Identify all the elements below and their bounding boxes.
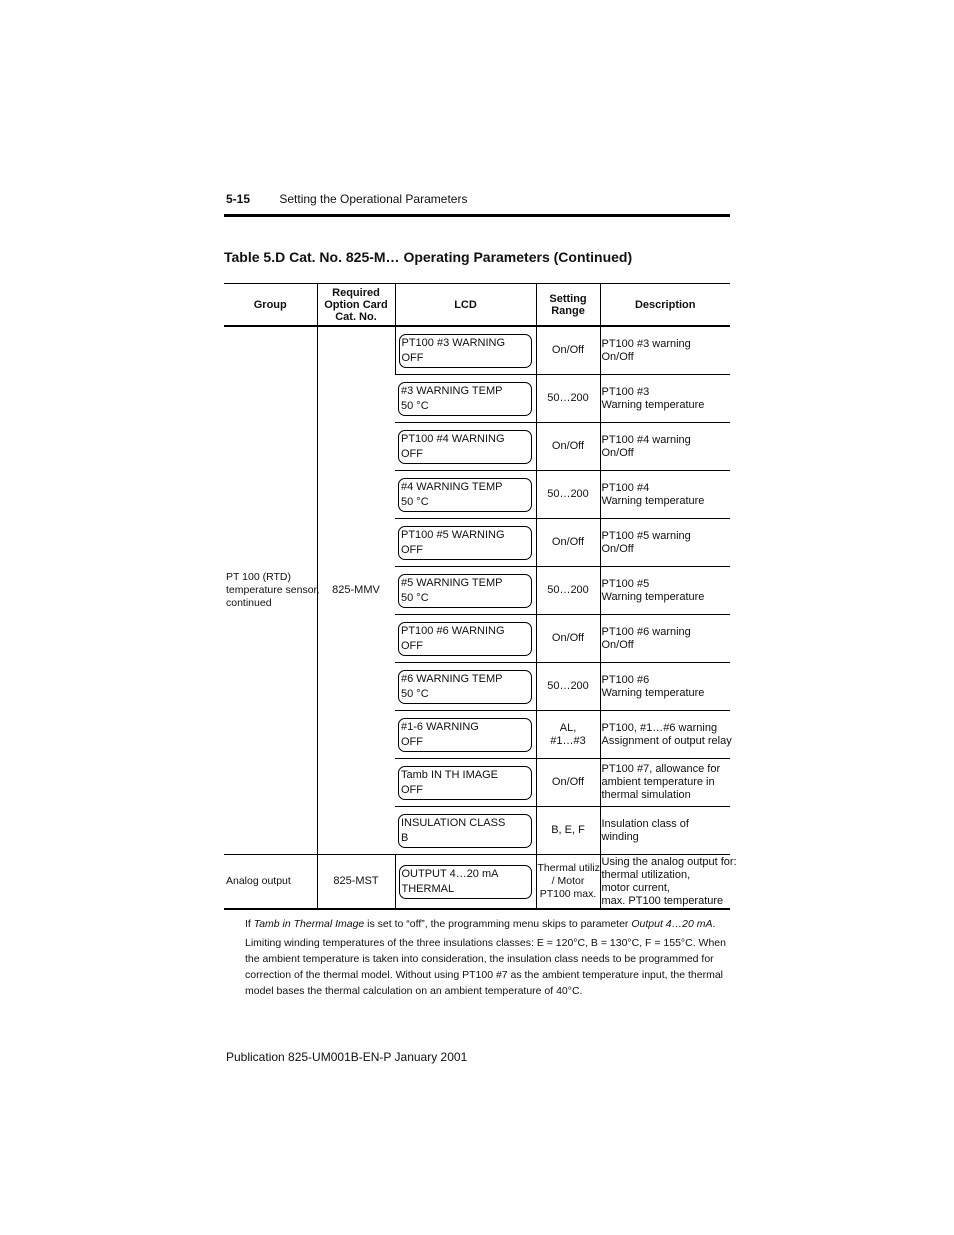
setting-range-cell: Thermal utiliz / Motor PT100 max. xyxy=(536,855,600,910)
column-header-setting-range: Setting Range xyxy=(536,284,600,327)
table-row xyxy=(224,326,730,375)
description-cell: PT100 #4 warning On/Off xyxy=(600,423,730,471)
setting-range-cell: AL, #1…#3 xyxy=(536,711,600,759)
description-cell: PT100 #5 Warning temperature xyxy=(600,567,730,615)
operating-parameters-table xyxy=(224,283,737,910)
lcd-display: #3 WARNING TEMP 50 °C xyxy=(398,382,532,416)
description-cell: PT100 #6 warning On/Off xyxy=(600,615,730,663)
description-cell: Using the analog output for: thermal utilization, motor current, max. PT100 temperature xyxy=(600,855,730,910)
group-cell: Analog output xyxy=(224,855,317,910)
option-card-cell: 825-MST xyxy=(317,855,395,910)
column-header-group: Group xyxy=(224,284,317,327)
setting-range-cell: On/Off xyxy=(536,423,600,471)
group-cell: PT 100 (RTD) temperature sensor, continued xyxy=(224,326,317,855)
description-cell: PT100 #5 warning On/Off xyxy=(600,519,730,567)
lcd-display: #4 WARNING TEMP 50 °C xyxy=(398,478,532,512)
description-cell: PT100 #3 warning On/Off xyxy=(600,326,730,375)
description-cell: PT100 #3 Warning temperature xyxy=(600,375,730,423)
lcd-display: PT100 #4 WARNING OFF xyxy=(398,430,532,464)
setting-range-cell: 50…200 xyxy=(536,567,600,615)
setting-range-cell: 50…200 xyxy=(536,375,600,423)
page-header xyxy=(226,192,467,206)
table-header-row xyxy=(224,284,730,327)
section-title: Setting the Operational Parameters xyxy=(279,192,468,206)
lcd-display: OUTPUT 4…20 mA THERMAL xyxy=(399,865,532,899)
description-cell: Insulation class of winding xyxy=(600,807,730,855)
note-insulation: Limiting winding temperatures of the three insulations classes: E = 120°C, B = 130°C, F = 155°C. When the ambient temperature is taken into consideration, the insulation class needs to be programmed for correction of the thermal model. Without using PT100 #7 as the ambient temperature input, the thermal model bases the thermal calculation on an ambient temperature of 40°C. xyxy=(245,937,726,997)
lcd-display: Tamb IN TH IMAGE OFF xyxy=(398,766,532,800)
setting-range-cell: On/Off xyxy=(536,615,600,663)
table-row xyxy=(224,855,730,910)
lcd-display: #6 WARNING TEMP 50 °C xyxy=(398,670,532,704)
header-rule xyxy=(224,214,730,217)
lcd-display: #5 WARNING TEMP 50 °C xyxy=(398,574,532,608)
table-notes xyxy=(245,916,730,1002)
option-card-cell: 825-MMV xyxy=(317,326,395,855)
description-cell: PT100 #7, allowance for ambient temperature in thermal simulation xyxy=(600,759,730,807)
description-cell: PT100, #1…#6 warning Assignment of output relay xyxy=(600,711,730,759)
description-cell: PT100 #6 Warning temperature xyxy=(600,663,730,711)
setting-range-cell: On/Off xyxy=(536,326,600,375)
column-header-option-card: Required Option Card Cat. No. xyxy=(317,284,395,327)
lcd-display: INSULATION CLASS B xyxy=(398,814,532,848)
setting-range-cell: 50…200 xyxy=(536,663,600,711)
page-number: 5-15 xyxy=(226,192,251,206)
lcd-display: #1-6 WARNING OFF xyxy=(398,718,532,752)
lcd-display: PT100 #5 WARNING OFF xyxy=(398,526,532,560)
setting-range-cell: On/Off xyxy=(536,759,600,807)
column-header-lcd: LCD xyxy=(395,284,536,327)
description-cell: PT100 #4 Warning temperature xyxy=(600,471,730,519)
note-tamb: If Tamb in Thermal Image is set to “off”, the programming menu skips to parameter Output 4…20 mA. xyxy=(245,918,716,930)
publication-footer: Publication 825-UM001B-EN-P January 2001 xyxy=(226,1050,468,1064)
setting-range-cell: 50…200 xyxy=(536,471,600,519)
setting-range-cell: B, E, F xyxy=(536,807,600,855)
setting-range-cell: On/Off xyxy=(536,519,600,567)
column-header-description: Description xyxy=(600,284,730,327)
lcd-display: PT100 #3 WARNING OFF xyxy=(399,334,532,368)
lcd-display: PT100 #6 WARNING OFF xyxy=(398,622,532,656)
table-caption: Table 5.D Cat. No. 825-M… Operating Parameters (Continued) xyxy=(224,249,633,265)
